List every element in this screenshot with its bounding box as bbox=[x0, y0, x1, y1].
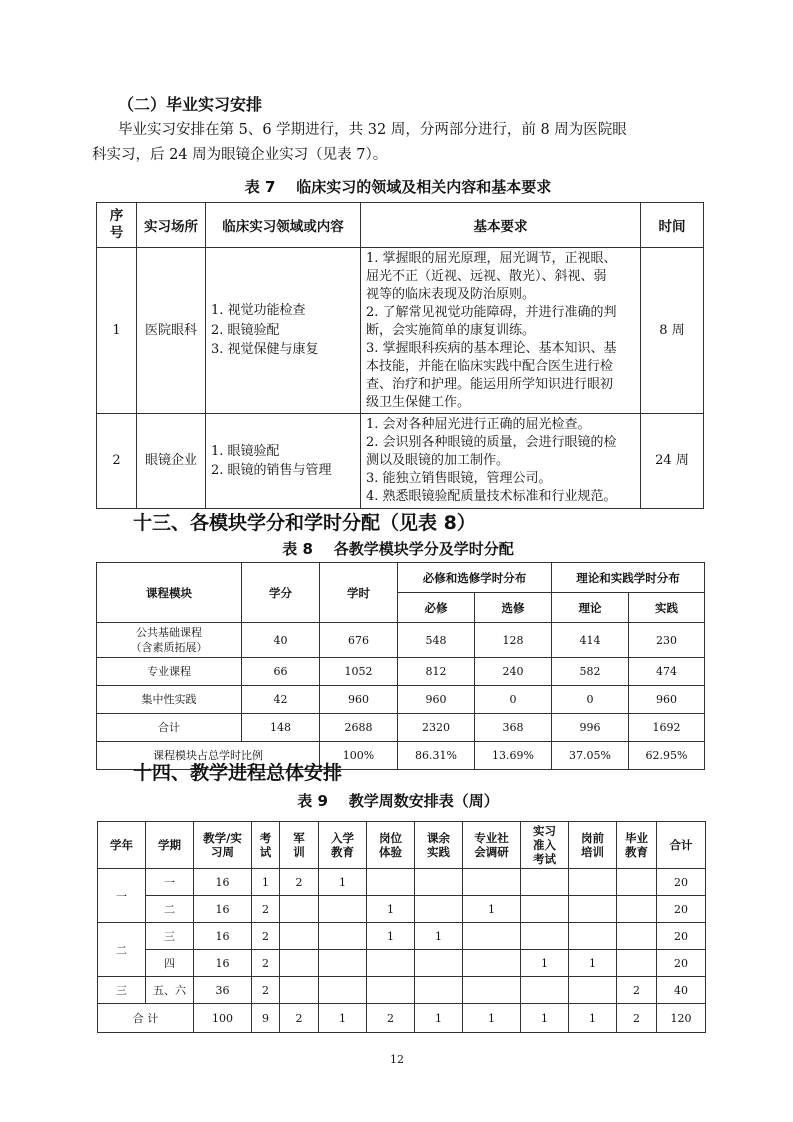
table9-cell-weeks bbox=[617, 950, 657, 977]
table9-header-cell bbox=[521, 822, 569, 869]
table9-cell-weeks: 20 bbox=[657, 923, 706, 950]
table9-header-cell bbox=[146, 822, 194, 869]
table9-header-line: 准入 bbox=[533, 838, 556, 852]
table8-cell-hours: 676 bbox=[320, 623, 398, 658]
table9-cell-weeks bbox=[367, 950, 415, 977]
table9-header-line: 教学/实 bbox=[203, 831, 242, 845]
table9-cell-weeks bbox=[521, 977, 569, 1004]
table7-header-seq-line1: 序 bbox=[109, 208, 124, 224]
table8-cell-theory: 0 bbox=[552, 686, 629, 714]
table9-header-cell bbox=[252, 822, 280, 869]
table9-header-cell bbox=[194, 822, 252, 869]
table7-cell-time: 24 周 bbox=[641, 414, 704, 509]
table9-cell-weeks bbox=[569, 869, 617, 896]
table8-cell-credits: 42 bbox=[242, 686, 320, 714]
table8-header-elective: 选修 bbox=[475, 593, 552, 623]
table9-cell-total: 120 bbox=[657, 1004, 706, 1033]
module-name-line1: 公共基础课程 bbox=[136, 626, 202, 639]
table9-row bbox=[98, 950, 706, 977]
table9-cell-total: 1 bbox=[521, 1004, 569, 1033]
table9-header-line: 岗前 bbox=[581, 831, 604, 845]
table9-row bbox=[98, 923, 706, 950]
table9-header-cell bbox=[367, 822, 415, 869]
table9-cell-weeks: 2 bbox=[252, 923, 280, 950]
table8-header-group-theory-practice: 理论和实践学时分布 bbox=[552, 563, 705, 593]
table8-cell-theory: 414 bbox=[552, 623, 629, 658]
table8-cell-required: 2320 bbox=[398, 714, 475, 742]
table9-cell-total: 1 bbox=[319, 1004, 367, 1033]
table8-cell-hours: 1052 bbox=[320, 658, 398, 686]
internship-paragraph-line1: 毕业实习安排在第 5、6 学期进行，共 32 周，分两部分进行，前 8 周为医院眼 bbox=[118, 122, 627, 138]
table8-cell-credits: 66 bbox=[242, 658, 320, 686]
table9-cell-weeks bbox=[617, 869, 657, 896]
table9-header-line: 会调研 bbox=[474, 845, 509, 859]
table7-header-seq-line2: 号 bbox=[109, 225, 124, 241]
table9-cell-total: 1 bbox=[569, 1004, 617, 1033]
section-heading-14: 十四、教学进程总体安排 bbox=[133, 762, 343, 784]
table9-cell-weeks bbox=[280, 923, 319, 950]
table9-cell-weeks bbox=[280, 977, 319, 1004]
table9-cell-weeks: 20 bbox=[657, 950, 706, 977]
requirement-line: 视等的临床表现及防治原则。 bbox=[366, 286, 536, 302]
table7-cell-requirements bbox=[361, 414, 641, 509]
table9-cell-weeks: 1 bbox=[252, 869, 280, 896]
table8-cell-elective: 0 bbox=[475, 686, 552, 714]
table8 bbox=[96, 562, 705, 770]
table8-header-practice: 实践 bbox=[629, 593, 705, 623]
table9-header-cell bbox=[569, 822, 617, 869]
content-item: 2. 眼镜验配 bbox=[211, 322, 280, 338]
requirement-line: 3. 能独立销售眼镜，管理公司。 bbox=[366, 471, 552, 486]
table9-header-line: 军 bbox=[293, 831, 305, 845]
table9-cell-weeks: 16 bbox=[194, 923, 252, 950]
table9-header-line: 学年 bbox=[110, 838, 133, 852]
table9-cell-term: 一 bbox=[146, 869, 194, 896]
table8-row bbox=[97, 658, 705, 686]
table7-header-content: 临床实习领域或内容 bbox=[206, 203, 361, 248]
table7-row bbox=[97, 414, 704, 509]
table8-cell-module bbox=[97, 623, 242, 658]
table8-cell-practice: 1692 bbox=[629, 714, 705, 742]
table9-header-cell bbox=[415, 822, 463, 869]
table9-caption: 表 9 教学周数安排表（周） bbox=[297, 792, 499, 810]
table9-cell-term: 四 bbox=[146, 950, 194, 977]
table9-cell-weeks: 1 bbox=[569, 950, 617, 977]
table9-cell-weeks bbox=[463, 869, 521, 896]
table9-cell-weeks: 36 bbox=[194, 977, 252, 1004]
requirement-line: 级卫生保健工作。 bbox=[366, 394, 471, 410]
table9-cell-term: 二 bbox=[146, 896, 194, 923]
table8-header-module: 课程模块 bbox=[97, 563, 242, 623]
table9-header-cell bbox=[463, 822, 521, 869]
table7-cell-requirements bbox=[361, 248, 641, 414]
table9-header-line: 毕业 bbox=[625, 831, 648, 845]
table7-header-row bbox=[97, 203, 704, 248]
table8-cell-ratio-label: 课程模块占总学时比例 bbox=[97, 742, 320, 770]
table8-cell-elective: 128 bbox=[475, 623, 552, 658]
table9-cell-term: 三 bbox=[146, 923, 194, 950]
table8-header-hours: 学时 bbox=[320, 563, 398, 623]
table8-cell-module: 合计 bbox=[97, 714, 242, 742]
internship-paragraph-line2: 科实习，后 24 周为眼镜企业实习（见表 7）。 bbox=[92, 147, 388, 163]
table9-row bbox=[98, 869, 706, 896]
content-item: 1. 眼镜验配 bbox=[211, 443, 280, 459]
table7 bbox=[96, 202, 704, 509]
table8-cell-practice: 62.95% bbox=[629, 742, 705, 770]
table9-cell-weeks: 2 bbox=[252, 977, 280, 1004]
table9-cell-weeks: 1 bbox=[367, 896, 415, 923]
table9-header-line: 教育 bbox=[625, 845, 648, 859]
table9-header-line: 专业社 bbox=[474, 831, 509, 845]
table9-cell-weeks bbox=[521, 896, 569, 923]
table7-cell-place: 眼镜企业 bbox=[137, 414, 206, 509]
table8-cell-hours: 100% bbox=[320, 742, 398, 770]
table9-header-line: 训 bbox=[293, 845, 305, 859]
section-heading-internship: （二）毕业实习安排 bbox=[118, 95, 263, 114]
table9-cell-year: 二 bbox=[98, 923, 146, 977]
table9-cell-weeks: 2 bbox=[280, 869, 319, 896]
table9-header-line: 实习 bbox=[533, 824, 556, 838]
table9-cell-weeks: 16 bbox=[194, 869, 252, 896]
table9-header-line: 入学 bbox=[331, 831, 354, 845]
table9-cell-weeks bbox=[463, 977, 521, 1004]
table9-cell-term: 五、六 bbox=[146, 977, 194, 1004]
table7-header-requirements: 基本要求 bbox=[361, 203, 641, 248]
table9-body bbox=[98, 869, 706, 1033]
table7-cell-time: 8 周 bbox=[641, 248, 704, 414]
table8-cell-module: 专业课程 bbox=[97, 658, 242, 686]
requirement-line: 4. 熟悉眼镜验配质量技术标准和行业规范。 bbox=[366, 489, 617, 504]
table8-cell-elective: 368 bbox=[475, 714, 552, 742]
table8-cell-practice: 960 bbox=[629, 686, 705, 714]
table9-cell-weeks bbox=[415, 896, 463, 923]
table9-header-cell bbox=[280, 822, 319, 869]
table9-cell-weeks: 16 bbox=[194, 896, 252, 923]
table9-cell-weeks bbox=[569, 896, 617, 923]
table8-caption: 表 8 各教学模块学分及学时分配 bbox=[282, 540, 514, 558]
table9-row bbox=[98, 977, 706, 1004]
table9-cell-total-label: 合 计 bbox=[98, 1004, 194, 1033]
requirement-line: 3. 掌握眼科疾病的基本理论、基本知识、基 bbox=[366, 340, 617, 356]
table8-header-credits: 学分 bbox=[242, 563, 320, 623]
table9-header-line: 课余 bbox=[427, 831, 450, 845]
table7-header-time: 时间 bbox=[641, 203, 704, 248]
table9-cell-weeks bbox=[367, 977, 415, 1004]
content-item: 1. 视觉功能检查 bbox=[211, 303, 306, 319]
table9-cell-weeks bbox=[569, 923, 617, 950]
table8-cell-credits: 148 bbox=[242, 714, 320, 742]
table9-row bbox=[98, 896, 706, 923]
table9-cell-weeks: 2 bbox=[617, 977, 657, 1004]
table8-cell-required: 960 bbox=[398, 686, 475, 714]
table7-row bbox=[97, 248, 704, 414]
table8-cell-theory: 582 bbox=[552, 658, 629, 686]
table7-header-seq bbox=[97, 203, 137, 248]
requirement-line: 查、治疗和护理。能运用所学知识进行眼初 bbox=[366, 376, 614, 392]
table7-caption: 表 7 临床实习的领域及相关内容和基本要求 bbox=[244, 178, 552, 196]
table7-header-place: 实习场所 bbox=[137, 203, 206, 248]
section-heading-13: 十三、各模块学分和学时分配（见表 8） bbox=[133, 512, 476, 534]
table9-cell-weeks bbox=[319, 896, 367, 923]
table9-cell-weeks bbox=[319, 923, 367, 950]
table8-cell-required: 812 bbox=[398, 658, 475, 686]
table8-header-theory: 理论 bbox=[552, 593, 629, 623]
table9-cell-weeks bbox=[569, 977, 617, 1004]
table8-cell-hours: 2688 bbox=[320, 714, 398, 742]
table9-cell-weeks bbox=[617, 923, 657, 950]
table9-total-row bbox=[98, 1004, 706, 1033]
table9-cell-total: 1 bbox=[463, 1004, 521, 1033]
content-item: 3. 视觉保健与康复 bbox=[211, 342, 319, 358]
table9-header-cell bbox=[319, 822, 367, 869]
table9-header-row bbox=[98, 822, 706, 869]
requirement-line: 测以及眼镜的加工制作。 bbox=[366, 453, 510, 468]
table9-cell-weeks bbox=[415, 869, 463, 896]
table8-header-row bbox=[97, 563, 705, 593]
table8-header-required: 必修 bbox=[398, 593, 475, 623]
requirement-line: 本技能，并能在临床实践中配合医生进行检 bbox=[366, 358, 614, 374]
table9-header-line: 习周 bbox=[211, 845, 234, 859]
table9 bbox=[97, 821, 706, 1033]
requirement-line: 1. 掌握眼的屈光原理，屈光调节，正视眼、 bbox=[366, 250, 617, 266]
table8-cell-required: 86.31% bbox=[398, 742, 475, 770]
table8-cell-elective: 13.69% bbox=[475, 742, 552, 770]
table9-cell-weeks bbox=[463, 950, 521, 977]
table9-cell-weeks bbox=[367, 869, 415, 896]
table9-header-cell bbox=[617, 822, 657, 869]
table9-header-line: 考试 bbox=[533, 852, 556, 866]
table9-cell-weeks: 40 bbox=[657, 977, 706, 1004]
table9-cell-weeks: 1 bbox=[463, 896, 521, 923]
table9-cell-weeks: 1 bbox=[367, 923, 415, 950]
table9-header-line: 实践 bbox=[427, 845, 450, 859]
requirement-line: 2. 会识别各种眼镜的质量，会进行眼镜的检 bbox=[366, 435, 617, 450]
table9-cell-weeks bbox=[521, 869, 569, 896]
table9-cell-weeks bbox=[415, 977, 463, 1004]
table9-cell-total: 100 bbox=[194, 1004, 252, 1033]
table8-row bbox=[97, 623, 705, 658]
table9-cell-weeks: 2 bbox=[252, 896, 280, 923]
table9-header-line: 岗位 bbox=[379, 831, 402, 845]
table9-cell-total: 1 bbox=[415, 1004, 463, 1033]
module-name-line2: （含素质拓展） bbox=[130, 641, 208, 654]
table9-header-cell bbox=[98, 822, 146, 869]
table9-cell-weeks: 1 bbox=[415, 923, 463, 950]
table8-cell-practice: 474 bbox=[629, 658, 705, 686]
table8-cell-credits: 40 bbox=[242, 623, 320, 658]
table9-cell-total: 2 bbox=[367, 1004, 415, 1033]
table9-cell-year: 三 bbox=[98, 977, 146, 1004]
table9-header-line: 合计 bbox=[669, 838, 693, 852]
table9-cell-weeks bbox=[280, 896, 319, 923]
table9-cell-weeks: 20 bbox=[657, 896, 706, 923]
table8-row bbox=[97, 686, 705, 714]
table7-cell-content bbox=[206, 248, 361, 414]
table8-total-row bbox=[97, 714, 705, 742]
table8-cell-required: 548 bbox=[398, 623, 475, 658]
requirement-line: 1. 会对各种屈光进行正确的屈光检查。 bbox=[366, 417, 591, 432]
table9-header-line: 试 bbox=[259, 845, 272, 859]
table9-cell-weeks bbox=[617, 896, 657, 923]
table9-cell-total: 2 bbox=[280, 1004, 319, 1033]
table9-cell-weeks: 20 bbox=[657, 869, 706, 896]
table7-cell-content bbox=[206, 414, 361, 509]
page-number: 12 bbox=[390, 1053, 404, 1066]
table8-cell-hours: 960 bbox=[320, 686, 398, 714]
table7-cell-place: 医院眼科 bbox=[137, 248, 206, 414]
table9-header-line: 考 bbox=[259, 831, 272, 845]
table9-cell-weeks: 2 bbox=[252, 950, 280, 977]
table8-cell-theory: 996 bbox=[552, 714, 629, 742]
requirement-line: 断，会实施简单的康复训练。 bbox=[366, 322, 536, 338]
requirement-line: 屈光不正（近视、远视、散光）、斜视、弱 bbox=[366, 268, 607, 284]
content-item: 2. 眼镜的销售与管理 bbox=[211, 463, 332, 478]
table9-cell-weeks bbox=[521, 923, 569, 950]
table9-header-cell bbox=[657, 822, 706, 869]
table9-cell-total: 9 bbox=[252, 1004, 280, 1033]
table9-cell-weeks bbox=[415, 950, 463, 977]
table9-cell-year: 一 bbox=[98, 869, 146, 923]
table9-header-line: 教育 bbox=[331, 845, 354, 859]
table9-cell-weeks bbox=[319, 977, 367, 1004]
table9-cell-weeks bbox=[463, 923, 521, 950]
table8-cell-module: 集中性实践 bbox=[97, 686, 242, 714]
table9-cell-weeks: 1 bbox=[319, 869, 367, 896]
table9-header-line: 学期 bbox=[158, 838, 181, 852]
table9-cell-weeks: 16 bbox=[194, 950, 252, 977]
table8-cell-practice: 230 bbox=[629, 623, 705, 658]
table9-cell-total: 2 bbox=[617, 1004, 657, 1033]
table7-cell-seq: 1 bbox=[97, 248, 137, 414]
table7-cell-seq: 2 bbox=[97, 414, 137, 509]
table9-header-line: 培训 bbox=[581, 845, 604, 859]
requirement-line: 2. 了解常见视觉功能障碍，并进行准确的判 bbox=[366, 304, 617, 320]
table9-cell-weeks: 1 bbox=[521, 950, 569, 977]
table9-cell-weeks bbox=[280, 950, 319, 977]
table8-header-group-required-elective: 必修和选修学时分布 bbox=[398, 563, 552, 593]
table9-cell-weeks bbox=[319, 950, 367, 977]
table8-cell-theory: 37.05% bbox=[552, 742, 629, 770]
table8-cell-elective: 240 bbox=[475, 658, 552, 686]
table9-header-line: 体验 bbox=[379, 845, 402, 859]
